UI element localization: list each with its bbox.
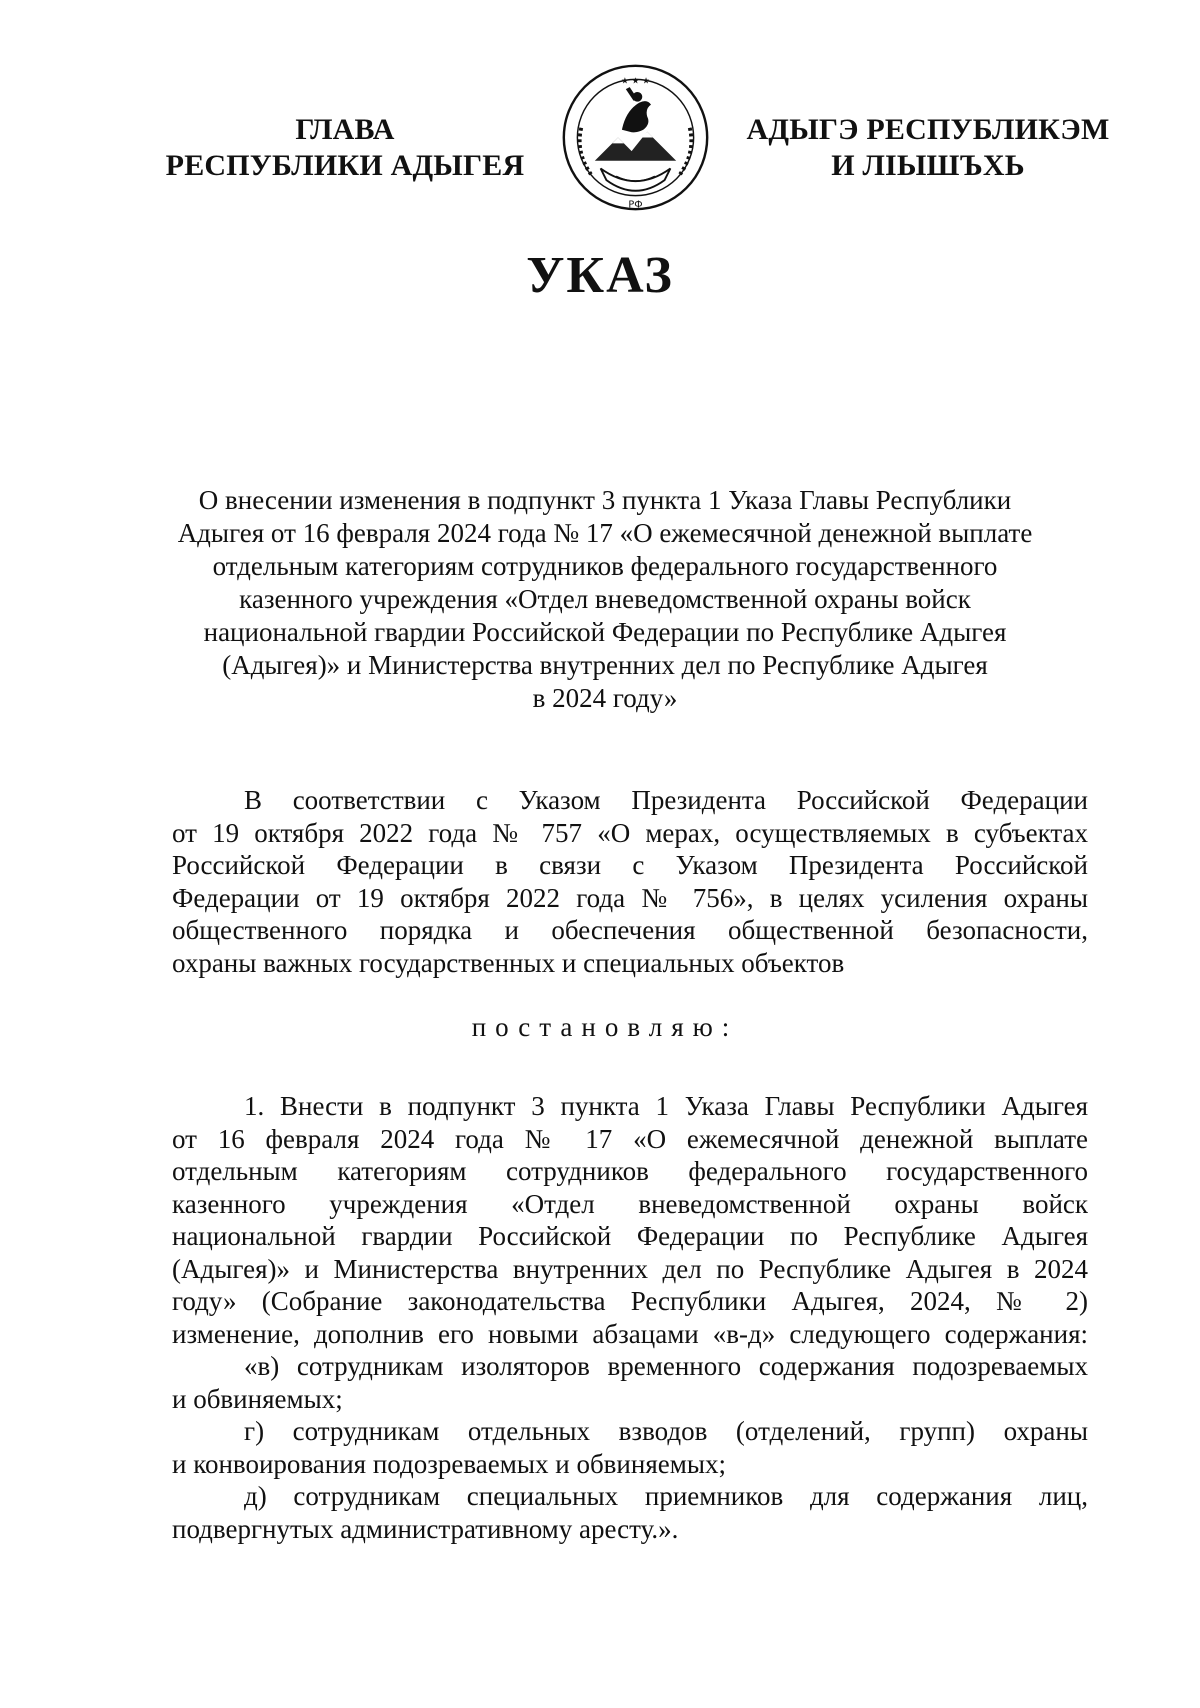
subject-line: О внесении изменения в подпункт 3 пункта 1 Указа Главы Республики	[198, 485, 1012, 515]
preamble-line: Российской Федерации в связи с Указом Президента Российской	[172, 850, 1088, 880]
subitem-g-line: и конвоирования подозреваемых и обвиняемых;	[172, 1448, 726, 1479]
preamble-line: В соответствии с Указом Президента Российской Федерации	[244, 785, 1088, 815]
svg-text:★ ★ ★: ★ ★ ★	[621, 76, 650, 87]
header-right-line-1: АДЫГЭ РЕСПУБЛИКЭМ	[746, 113, 1110, 146]
preamble-line: от 19 октября 2022 года № 757 «О мерах, осуществляемых в субъектах	[172, 817, 1088, 848]
item-1-line: 1. Внести в подпункт 3 пункта 1 Указа Главы Республики Адыгея	[244, 1091, 1088, 1121]
item-1-line: казенного учреждения «Отдел вневедомственной охраны войск	[172, 1188, 1088, 1219]
subject-line: Адыгея от 16 февраля 2024 года № 17 «О ежемесячной денежной выплате	[177, 518, 1033, 548]
item-1-paragraph	[172, 1090, 1088, 1545]
coat-of-arms-emblem	[558, 60, 713, 215]
subject-line: отдельным категориям сотрудников федерального государственного	[212, 551, 998, 581]
item-1-line: от 16 февраля 2024 года № 17 «О ежемесячной денежной выплате	[172, 1123, 1088, 1154]
header-left-line-2: РЕСПУБЛИКИ АДЫГЕЯ	[165, 149, 525, 182]
item-1-line: (Адыгея)» и Министерства внутренних дел по Республике Адыгея в 2024	[172, 1253, 1088, 1284]
subject-line: казенного учреждения «Отдел вневедомственной охраны войск	[239, 584, 971, 614]
header-left-line-1: ГЛАВА	[295, 113, 395, 146]
document-title: УКАЗ	[526, 247, 674, 304]
item-1-line: изменение, дополнив его новыми абзацами «в-д» следующего содержания:	[172, 1318, 1088, 1349]
item-1-line: году» (Собрание законодательства Республики Адыгея, 2024, № 2)	[172, 1286, 1088, 1316]
header-right-line-2: И ЛІЫШЪХЬ	[831, 149, 1025, 182]
preamble-line: охраны важных государственных и специальных объектов	[172, 947, 845, 978]
subject-line: национальной гвардии Российской Федерации по Республике Адыгея	[203, 617, 1007, 647]
preamble-paragraph	[172, 784, 1088, 979]
preamble-line: общественного порядка и обеспечения общественной безопасности,	[172, 915, 1088, 945]
header-right-title	[738, 112, 1118, 184]
item-1-line: национальной гвардии Российской Федерации по Республике Адыгея	[172, 1221, 1088, 1251]
subject-line: в 2024 году»	[532, 683, 678, 713]
item-1-line: отдельным категориям сотрудников федерального государственного	[172, 1156, 1088, 1186]
header-left-title	[150, 112, 540, 184]
subitem-d-line: подвергнутых административному аресту.».	[172, 1513, 679, 1544]
subitem-v-line: и обвиняемых;	[172, 1383, 343, 1414]
subitem-d-line: д) сотрудникам специальных приемников для содержания лиц,	[244, 1481, 1088, 1511]
subitem-g-line: г) сотрудникам отдельных взводов (отделений, групп) охраны	[244, 1416, 1088, 1446]
subitem-v-line: «в) сотрудникам изоляторов временного содержания подозреваемых	[244, 1351, 1088, 1381]
preamble-line: Федерации от 19 октября 2022 года № 756», в целях усиления охраны	[172, 882, 1088, 913]
emblem-text-bottom: РФ	[628, 199, 643, 211]
decree-word: постановляю:	[471, 1012, 739, 1042]
document-subject	[175, 484, 1035, 715]
subject-line: (Адыгея)» и Министерства внутренних дел по Республике Адыгея	[222, 650, 988, 680]
